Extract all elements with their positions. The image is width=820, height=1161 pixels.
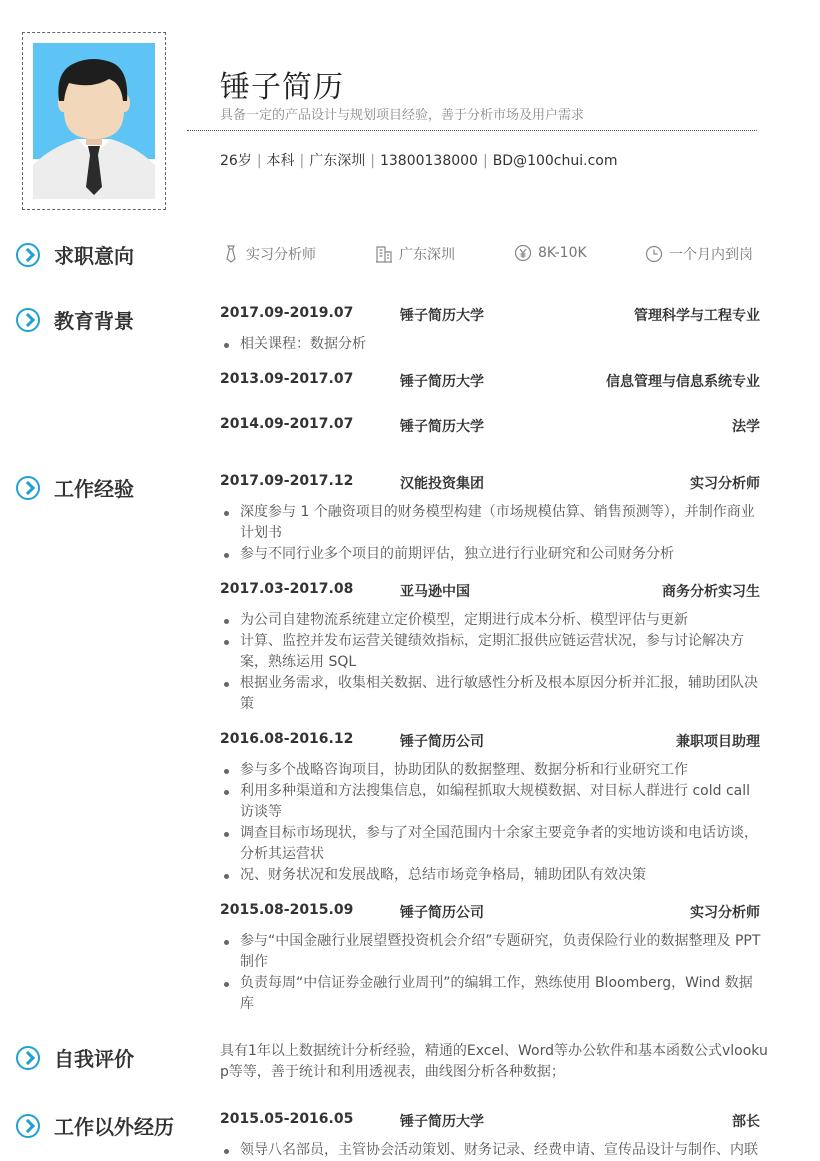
work-bullets bbox=[220, 610, 765, 715]
list-item: 调查目标市场现状，参与了对全国范围内十余家主要竞争者的实地访谈和电话访谈，分析其运营状 bbox=[220, 823, 765, 865]
list-item: 参与不同行业多个项目的前期评估，独立进行行业研究和公司财务分析 bbox=[220, 544, 765, 565]
intent-arrival: 一个月内到岗 bbox=[645, 244, 753, 264]
list-item: 参与多个战略咨询项目，协助团队的数据整理、数据分析和行业研究工作 bbox=[220, 760, 765, 781]
info-degree: 本科 bbox=[266, 153, 295, 169]
divider bbox=[187, 130, 757, 131]
list-item: 利用多种渠道和方法搜集信息，如编程抓取大规模数据、对目标人群进行 cold call 访谈等 bbox=[220, 781, 765, 823]
section-title-work: 工作经验 bbox=[16, 473, 134, 502]
section-title-education: 教育背景 bbox=[16, 305, 134, 334]
chevron-right-icon bbox=[16, 308, 40, 332]
section-title-intent: 求职意向 bbox=[16, 240, 134, 269]
work-row: 2015.08-2015.09 锤子简历公司 实习分析师 bbox=[220, 902, 760, 921]
work-row: 2017.09-2017.12 汉能投资集团 实习分析师 bbox=[220, 473, 760, 492]
work-row: 2016.08-2016.12 锤子简历公司 兼职项目助理 bbox=[220, 731, 760, 750]
extra-row: 2015.05-2016.05 锤子简历大学 部长 bbox=[220, 1111, 760, 1130]
building-icon bbox=[375, 245, 393, 263]
section-title-extra: 工作以外经历 bbox=[16, 1111, 174, 1140]
education-row: 2017.09-2019.07 锤子简历大学 管理科学与工程专业 bbox=[220, 305, 760, 324]
tie-icon bbox=[222, 245, 240, 263]
list-item: 深度参与 1 个融资项目的财务模型构建（市场规模估算、销售预测等），并制作商业计划书 bbox=[220, 502, 765, 544]
list-item: 根据业务需求，收集相关数据、进行敏感性分析及根本原因分析并汇报，辅助团队决策 bbox=[220, 673, 765, 715]
resume-name: 锤子简历 bbox=[220, 70, 344, 105]
basic-info: 26岁 | 本科 | 广东深圳 | 13800138000 | BD@100chui.com bbox=[220, 153, 618, 169]
info-age: 26岁 bbox=[220, 153, 252, 169]
photo-frame bbox=[22, 32, 166, 210]
list-item: 相关课程：数据分析 bbox=[220, 334, 765, 355]
info-city: 广东深圳 bbox=[309, 153, 366, 169]
list-item: 况、财务状况和发展战略，总结市场竞争格局，辅助团队有效决策 bbox=[220, 865, 765, 886]
chevron-right-icon bbox=[16, 1114, 40, 1138]
list-item: 为公司自建物流系统建立定价模型，定期进行成本分析、模型评估与更新 bbox=[220, 610, 765, 631]
chevron-right-icon bbox=[16, 1046, 40, 1070]
info-email: BD@100chui.com bbox=[492, 153, 618, 169]
list-item: 领导八名部员，主管协会活动策划、财务记录、经费申请、宣传品设计与制作、内联 bbox=[220, 1140, 765, 1161]
education-row: 2014.09-2017.07 锤子简历大学 法学 bbox=[220, 416, 760, 435]
work-bullets bbox=[220, 502, 765, 565]
self-evaluation-text: 具有1年以上数据统计分析经验，精通的Excel、Word等办公软件和基本函数公式vlookup等等，善于统计和利用透视表，曲线图分析各种数据； bbox=[220, 1043, 768, 1080]
work-bullets bbox=[220, 931, 765, 1015]
work-row: 2017.03-2017.08 亚马逊中国 商务分析实习生 bbox=[220, 581, 760, 600]
list-item: 负责每周“中信证券金融行业周刊”的编辑工作，熟练使用 Bloomberg，Wind 数据库 bbox=[220, 973, 765, 1015]
intent-position: 实习分析师 bbox=[222, 244, 316, 264]
education-bullets bbox=[220, 334, 765, 355]
section-title-self: 自我评价 bbox=[16, 1043, 134, 1072]
list-item: 参与“中国金融行业展望暨投资机会介绍”专题研究，负责保险行业的数据整理及 PPT 制作 bbox=[220, 931, 765, 973]
intent-salary: 8K-10K bbox=[514, 244, 587, 262]
chevron-right-icon bbox=[16, 243, 40, 267]
list-item: 计算、监控并发布运营关键绩效指标，定期汇报供应链运营状况，参与讨论解决方案，熟练运用 SQL bbox=[220, 631, 765, 673]
intent-city: 广东深圳 bbox=[375, 244, 455, 264]
info-phone: 13800138000 bbox=[379, 153, 478, 169]
avatar bbox=[33, 43, 155, 199]
clock-icon bbox=[645, 245, 663, 263]
tagline: 具备一定的产品设计与规划项目经验，善于分析市场及用户需求 bbox=[220, 108, 585, 123]
chevron-right-icon bbox=[16, 476, 40, 500]
work-bullets bbox=[220, 760, 765, 886]
education-row: 2013.09-2017.07 锤子简历大学 信息管理与信息系统专业 bbox=[220, 371, 760, 390]
yen-icon bbox=[514, 244, 532, 262]
extra-bullets bbox=[220, 1140, 765, 1161]
